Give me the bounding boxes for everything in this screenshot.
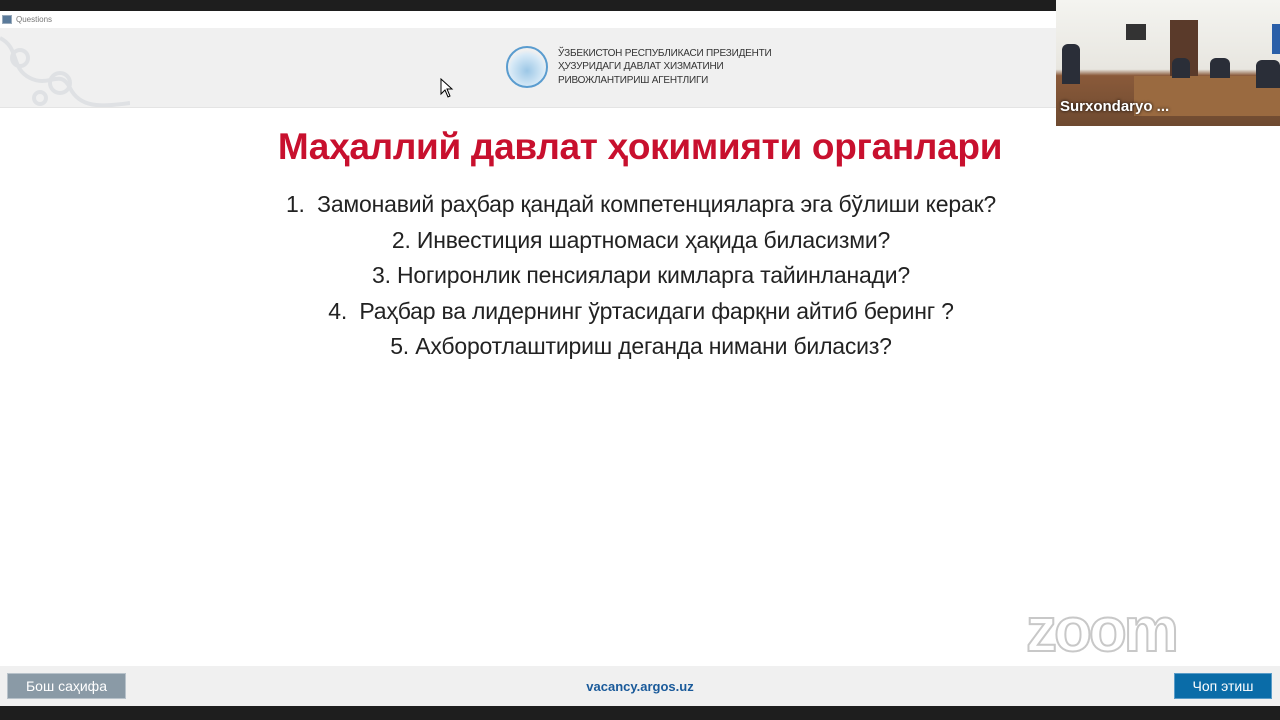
- participant-name: Surxondaryo ...: [1060, 98, 1170, 115]
- video-scene-tv: [1126, 24, 1146, 40]
- page-header: [0, 28, 1056, 108]
- window-title: Questions: [16, 15, 53, 24]
- ornament-icon: [0, 28, 130, 107]
- zoom-watermark: zoom: [1026, 596, 1176, 665]
- home-button[interactable]: Бош саҳифа: [7, 673, 126, 699]
- window-titlebar: [0, 11, 1056, 28]
- app-icon: [2, 15, 12, 24]
- agency-name: [558, 47, 772, 88]
- question-list: [0, 189, 1280, 367]
- participant-video[interactable]: [1056, 0, 1280, 126]
- print-button[interactable]: Чоп этиш: [1174, 673, 1272, 699]
- agency-name-line: ЎЗБЕКИСТОН РЕСПУБЛИКАСИ ПРЕЗИДЕНТИ: [558, 47, 772, 59]
- page-title: Маҳаллий давлат ҳокимияти органлари: [277, 126, 1003, 167]
- video-scene-person: [1172, 58, 1190, 78]
- mouse-cursor-icon: [440, 78, 454, 98]
- question-item: 4. Раҳбар ва лидернинг ўртасидаги фарқни айтиб беринг ?: [328, 297, 954, 324]
- video-scene-person: [1256, 60, 1280, 88]
- question-item: 5. Ахборотлаштириш деганда нимани биласиз?: [390, 333, 892, 359]
- video-scene-person: [1062, 44, 1080, 84]
- agency-name-line: ҲУЗУРИДАГИ ДАВЛАТ ХИЗМАТИНИ: [558, 61, 724, 73]
- video-scene-flag: [1272, 24, 1280, 54]
- bottom-bar: [0, 706, 1280, 720]
- page-footer: [0, 666, 1280, 706]
- question-item: 2. Инвестиция шартномаси ҳақида биласизми?: [391, 226, 891, 253]
- site-link[interactable]: vacancy.argos.uz: [586, 679, 694, 694]
- video-scene-person: [1210, 58, 1230, 78]
- emblem-icon: [506, 46, 548, 88]
- agency-name-line: РИВОЖЛАНТИРИШ АГЕНТЛИГИ: [558, 74, 709, 86]
- question-item: 3. Ногиронлик пенсиялари кимларга тайинланади?: [371, 262, 911, 288]
- agency-logo: [506, 46, 772, 88]
- question-item: 1. Замонавий раҳбар қандай компетенцияларга эга бўлиши керак?: [285, 191, 997, 217]
